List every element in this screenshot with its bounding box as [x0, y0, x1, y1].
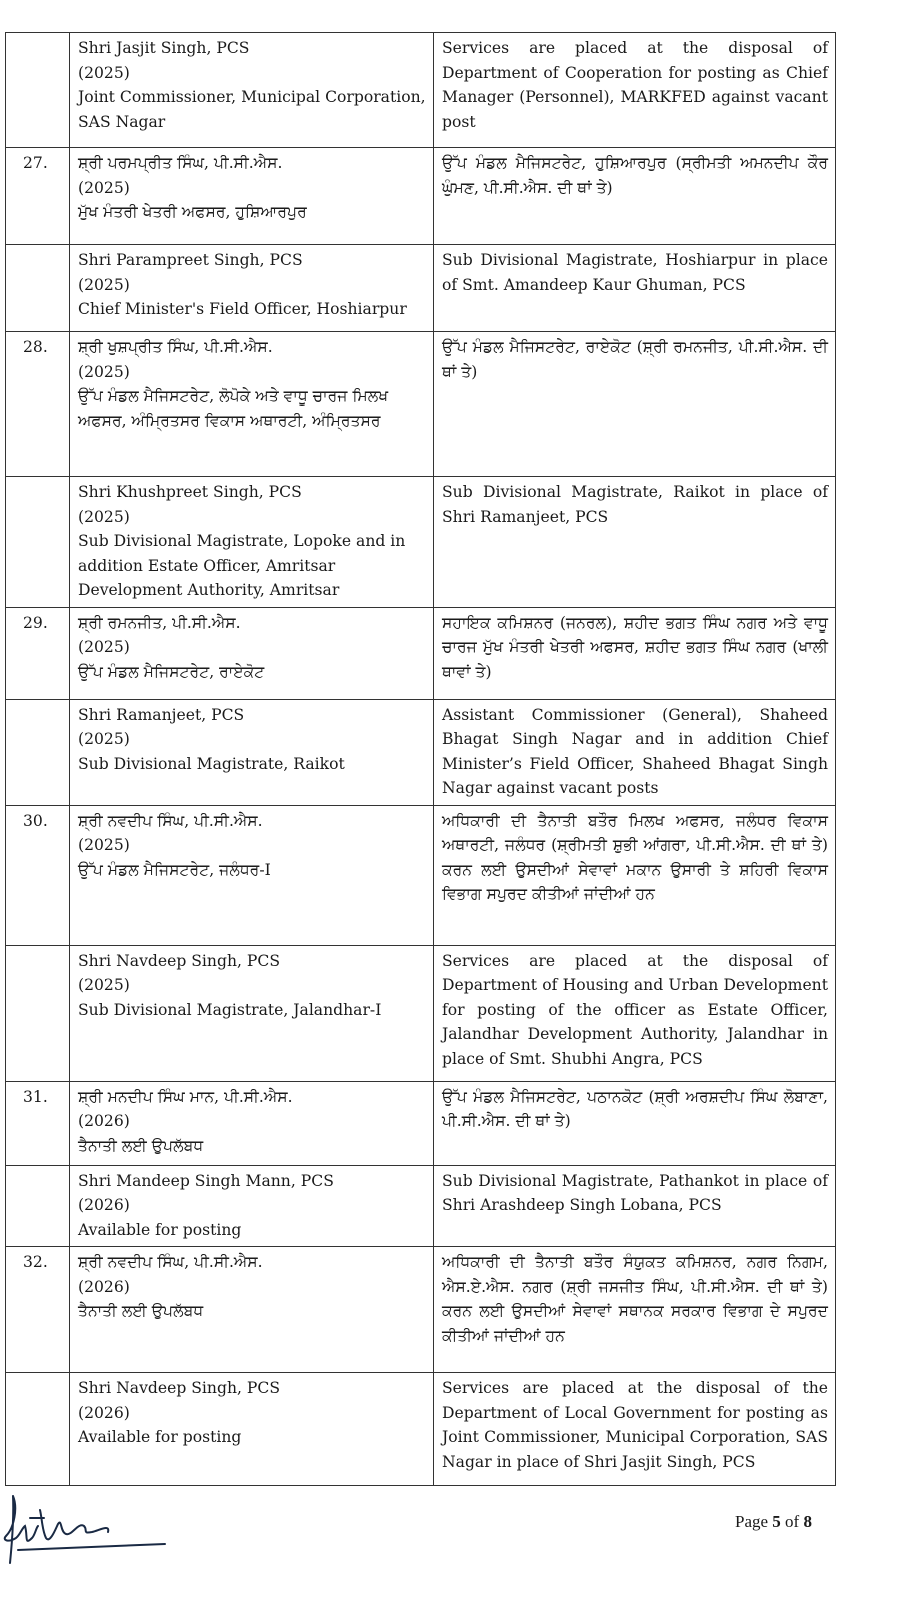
officer-detail-line: ਸ਼੍ਰੀ ਨਵਦੀਪ ਸਿੰਘ, ਪੀ.ਸੀ.ਐਸ.	[78, 1253, 263, 1271]
officer-detail-line: ਸ਼੍ਰੀ ਰਮਨਜੀਤ, ਪੀ.ਸੀ.ਐਸ.	[78, 613, 241, 632]
posting-details: Services are placed at the disposal of Department of Cooperation for posting as Chief Manager (Personnel), MARKFED against vacant post	[434, 33, 836, 148]
officer-details	[70, 945, 434, 1081]
table-row	[6, 245, 836, 332]
officer-detail-line: ਸ਼੍ਰੀ ਮਨਦੀਪ ਸਿੰਘ ਮਾਨ, ਪੀ.ਸੀ.ਐਸ.	[78, 1087, 293, 1106]
officer-detail-line: (2026)	[78, 1277, 130, 1296]
officer-details	[70, 699, 434, 805]
posting-details: ਉੱਪ ਮੰਡਲ ਮੈਜਿਸਟਰੇਟ, ਰਾਏਕੋਟ (ਸ਼੍ਰੀ ਰਮਨਜੀਤ, ਪੀ.ਸੀ.ਐਸ. ਦੀ ਥਾਂ ਤੇ)	[434, 332, 836, 477]
officer-detail-line: ਮੁੱਖ ਮੰਤਰੀ ਖੇਤਰੀ ਅਫਸਰ, ਹੁਸ਼ਿਆਰਪੁਰ	[78, 203, 307, 221]
table-row	[6, 805, 836, 945]
officer-detail-line: Chief Minister's Field Officer, Hoshiarpur	[78, 300, 407, 318]
officer-detail-line: Available for posting	[78, 1220, 242, 1239]
serial-number	[6, 33, 70, 148]
officer-details	[70, 805, 434, 945]
officer-detail-line: ਸ਼੍ਰੀ ਖੁਸ਼ਪ੍ਰੀਤ ਸਿੰਘ, ਪੀ.ਸੀ.ਐਸ.	[78, 338, 273, 356]
serial-number	[6, 699, 70, 805]
serial-number	[6, 1165, 70, 1247]
page-total: 8	[803, 1512, 812, 1531]
officer-detail-line: (2025)	[78, 507, 130, 526]
officer-details	[70, 148, 434, 245]
serial-number: 28.	[6, 332, 70, 477]
officer-detail-line: Available for posting	[78, 1428, 242, 1446]
serial-number: 31.	[6, 1081, 70, 1165]
posting-details: Sub Divisional Magistrate, Raikot in place of Shri Ramanjeet, PCS	[434, 477, 836, 608]
table-row	[6, 477, 836, 608]
serial-number: 32.	[6, 1247, 70, 1373]
officer-detail-line: ਸ਼੍ਰੀ ਪਰਮਪ੍ਰੀਤ ਸਿੰਘ, ਪੀ.ਸੀ.ਐਸ.	[78, 154, 283, 172]
serial-number: 29.	[6, 607, 70, 699]
officer-detail-line: Shri Ramanjeet, PCS	[78, 705, 245, 724]
serial-number	[6, 1373, 70, 1486]
posting-details: Sub Divisional Magistrate, Hoshiarpur in place of Smt. Amandeep Kaur Ghuman, PCS	[434, 245, 836, 332]
page-of: of	[780, 1512, 804, 1531]
officer-detail-line: Shri Mandeep Singh Mann, PCS	[78, 1171, 334, 1190]
officer-details	[70, 245, 434, 332]
officer-detail-line: (2025)	[78, 730, 130, 748]
officer-detail-line: ਉੱਪ ਮੰਡਲ ਮੈਜਿਸਟਰੇਟ, ਲੋਪੋਕੇ ਅਤੇ ਵਾਧੂ ਚਾਰਜ ਮਿਲਖ ਅਫਸਰ, ਅੰਮ੍ਰਿਤਸਰ ਵਿਕਾਸ ਅਥਾਰਟੀ, ਅੰਮ੍ਰਿਤਸਰ	[78, 387, 389, 430]
officer-detail-line: Shri Parampreet Singh, PCS	[78, 251, 303, 269]
officer-detail-line: (2025)	[78, 178, 130, 197]
officer-detail-line: ਸ਼੍ਰੀ ਨਵਦੀਪ ਸਿੰਘ, ਪੀ.ਸੀ.ਐਸ.	[78, 811, 263, 830]
table-row	[6, 33, 836, 148]
officer-detail-line: Sub Divisional Magistrate, Lopoke and in addition Estate Officer, Amritsar Development Authority, Amritsar	[78, 532, 406, 599]
page-prefix: Page	[735, 1512, 773, 1531]
posting-details: ਸਹਾਇਕ ਕਮਿਸ਼ਨਰ (ਜਨਰਲ), ਸ਼ਹੀਦ ਭਗਤ ਸਿੰਘ ਨਗਰ ਅਤੇ ਵਾਧੂ ਚਾਰਜ ਮੁੱਖ ਮੰਤਰੀ ਖੇਤਰੀ ਅਫਸਰ, ਸ਼ਹੀਦ ਭਗਤ ਸਿੰਘ ਨਗਰ (ਖਾਲੀ ਥਾਵਾਂ ਤੇ)	[434, 607, 836, 699]
officer-detail-line: (2025)	[78, 63, 130, 82]
serial-number	[6, 477, 70, 608]
table-row	[6, 332, 836, 477]
officer-detail-line: (2026)	[78, 1196, 130, 1214]
transfer-table	[5, 32, 836, 1486]
table-row	[6, 1373, 836, 1486]
posting-details: ਅਧਿਕਾਰੀ ਦੀ ਤੈਨਾਤੀ ਬਤੌਰ ਸੰਯੁਕਤ ਕਮਿਸ਼ਨਰ, ਨਗਰ ਨਿਗਮ, ਐਸ.ਏ.ਐਸ. ਨਗਰ (ਸ਼੍ਰੀ ਜਸਜੀਤ ਸਿੰਘ, ਪੀ.ਸੀ.ਐਸ. ਦੀ ਥਾਂ ਤੇ) ਕਰਨ ਲਈ ਉਸਦੀਆਂ ਸੇਵਾਵਾਂ ਸਥਾਨਕ ਸਰਕਾਰ ਵਿਭਾਗ ਦੇ ਸਪੁਰਦ ਕੀਤੀਆਂ ਜਾਂਦੀਆਂ ਹਨ	[434, 1247, 836, 1373]
officer-detail-line: Sub Divisional Magistrate, Raikot	[78, 754, 345, 773]
serial-number: 27.	[6, 148, 70, 245]
officer-detail-line: Shri Navdeep Singh, PCS	[78, 951, 281, 970]
table-row	[6, 148, 836, 245]
officer-detail-line: Shri Khushpreet Singh, PCS	[78, 483, 302, 501]
officer-details	[70, 477, 434, 608]
officer-detail-line: Sub Divisional Magistrate, Jalandhar-I	[78, 1000, 382, 1019]
officer-details	[70, 607, 434, 699]
officer-details	[70, 332, 434, 477]
officer-detail-line: ਉੱਪ ਮੰਡਲ ਮੈਜਿਸਟਰੇਟ, ਜਲੰਧਰ-I	[78, 860, 271, 879]
officer-detail-line: ਉੱਪ ਮੰਡਲ ਮੈਜਿਸਟਰੇਟ, ਰਾਏਕੋਟ	[78, 662, 265, 681]
page-number	[735, 1512, 812, 1532]
table-row	[6, 607, 836, 699]
serial-number	[6, 245, 70, 332]
posting-details: Sub Divisional Magistrate, Pathankot in place of Shri Arashdeep Singh Lobana, PCS	[434, 1165, 836, 1247]
officer-details	[70, 1373, 434, 1486]
officer-detail-line: ਤੈਨਾਤੀ ਲਈ ਉਪਲੱਬਧ	[78, 1136, 204, 1155]
table-body	[6, 33, 836, 1486]
serial-number	[6, 945, 70, 1081]
posting-details: ਉੱਪ ਮੰਡਲ ਮੈਜਿਸਟਰੇਟ, ਪਠਾਨਕੋਟ (ਸ਼੍ਰੀ ਅਰਸ਼ਦੀਪ ਸਿੰਘ ਲੋਬਾਣਾ, ਪੀ.ਸੀ.ਐਸ. ਦੀ ਥਾਂ ਤੇ)	[434, 1081, 836, 1165]
officer-details	[70, 1081, 434, 1165]
table-row	[6, 1247, 836, 1373]
table-row	[6, 945, 836, 1081]
posting-details: ਉੱਪ ਮੰਡਲ ਮੈਜਿਸਟਰੇਟ, ਹੁਸ਼ਿਆਰਪੁਰ (ਸ੍ਰੀਮਤੀ ਅਮਨਦੀਪ ਕੌਰ ਘੁੰਮਣ, ਪੀ.ਸੀ.ਐਸ. ਦੀ ਥਾਂ ਤੇ)	[434, 148, 836, 245]
table-row	[6, 1165, 836, 1247]
officer-detail-line: (2025)	[78, 362, 130, 381]
officer-details	[70, 33, 434, 148]
officer-detail-line: (2025)	[78, 275, 130, 294]
table-row	[6, 1081, 836, 1165]
officer-detail-line: (2025)	[78, 976, 130, 994]
signature	[0, 1488, 180, 1568]
officer-details	[70, 1247, 434, 1373]
officer-detail-line: (2025)	[78, 638, 130, 656]
officer-details	[70, 1165, 434, 1247]
officer-detail-line: ਤੈਨਾਤੀ ਲਈ ਉਪਲੱਬਧ	[78, 1302, 204, 1320]
officer-detail-line: Shri Jasjit Singh, PCS	[78, 39, 250, 57]
serial-number: 30.	[6, 805, 70, 945]
officer-detail-line: Shri Navdeep Singh, PCS	[78, 1379, 281, 1397]
posting-details: Services are placed at the disposal of Department of Housing and Urban Development for posting of the officer as Estate Officer, Jalandhar Development Authority, Jalandhar in place of Smt. Shubhi Angra, PCS	[434, 945, 836, 1081]
officer-detail-line: (2025)	[78, 836, 130, 854]
posting-details: ਅਧਿਕਾਰੀ ਦੀ ਤੈਨਾਤੀ ਬਤੌਰ ਮਿਲਖ ਅਫਸਰ, ਜਲੰਧਰ ਵਿਕਾਸ ਅਥਾਰਟੀ, ਜਲੰਧਰ (ਸ਼੍ਰੀਮਤੀ ਸ਼ੁਭੀ ਆਂਗਰਾ, ਪੀ.ਸੀ.ਐਸ. ਦੀ ਥਾਂ ਤੇ) ਕਰਨ ਲਈ ਉਸਦੀਆਂ ਸੇਵਾਵਾਂ ਮਕਾਨ ਉਸਾਰੀ ਤੇ ਸ਼ਹਿਰੀ ਵਿਕਾਸ ਵਿਭਾਗ ਸਪੁਰਦ ਕੀਤੀਆਂ ਜਾਂਦੀਆਂ ਹਨ	[434, 805, 836, 945]
officer-detail-line: (2026)	[78, 1112, 130, 1130]
page-current: 5	[772, 1512, 781, 1531]
posting-details: Services are placed at the disposal of the Department of Local Government for posting as Joint Commissioner, Municipal Corporation, SAS Nagar in place of Shri Jasjit Singh, PCS	[434, 1373, 836, 1486]
posting-details: Assistant Commissioner (General), Shaheed Bhagat Singh Nagar and in addition Chief Minister’s Field Officer, Shaheed Bhagat Singh Nagar against vacant posts	[434, 699, 836, 805]
officer-detail-line: Joint Commissioner, Municipal Corporation, SAS Nagar	[78, 88, 426, 131]
table-row	[6, 699, 836, 805]
officer-detail-line: (2026)	[78, 1403, 130, 1422]
